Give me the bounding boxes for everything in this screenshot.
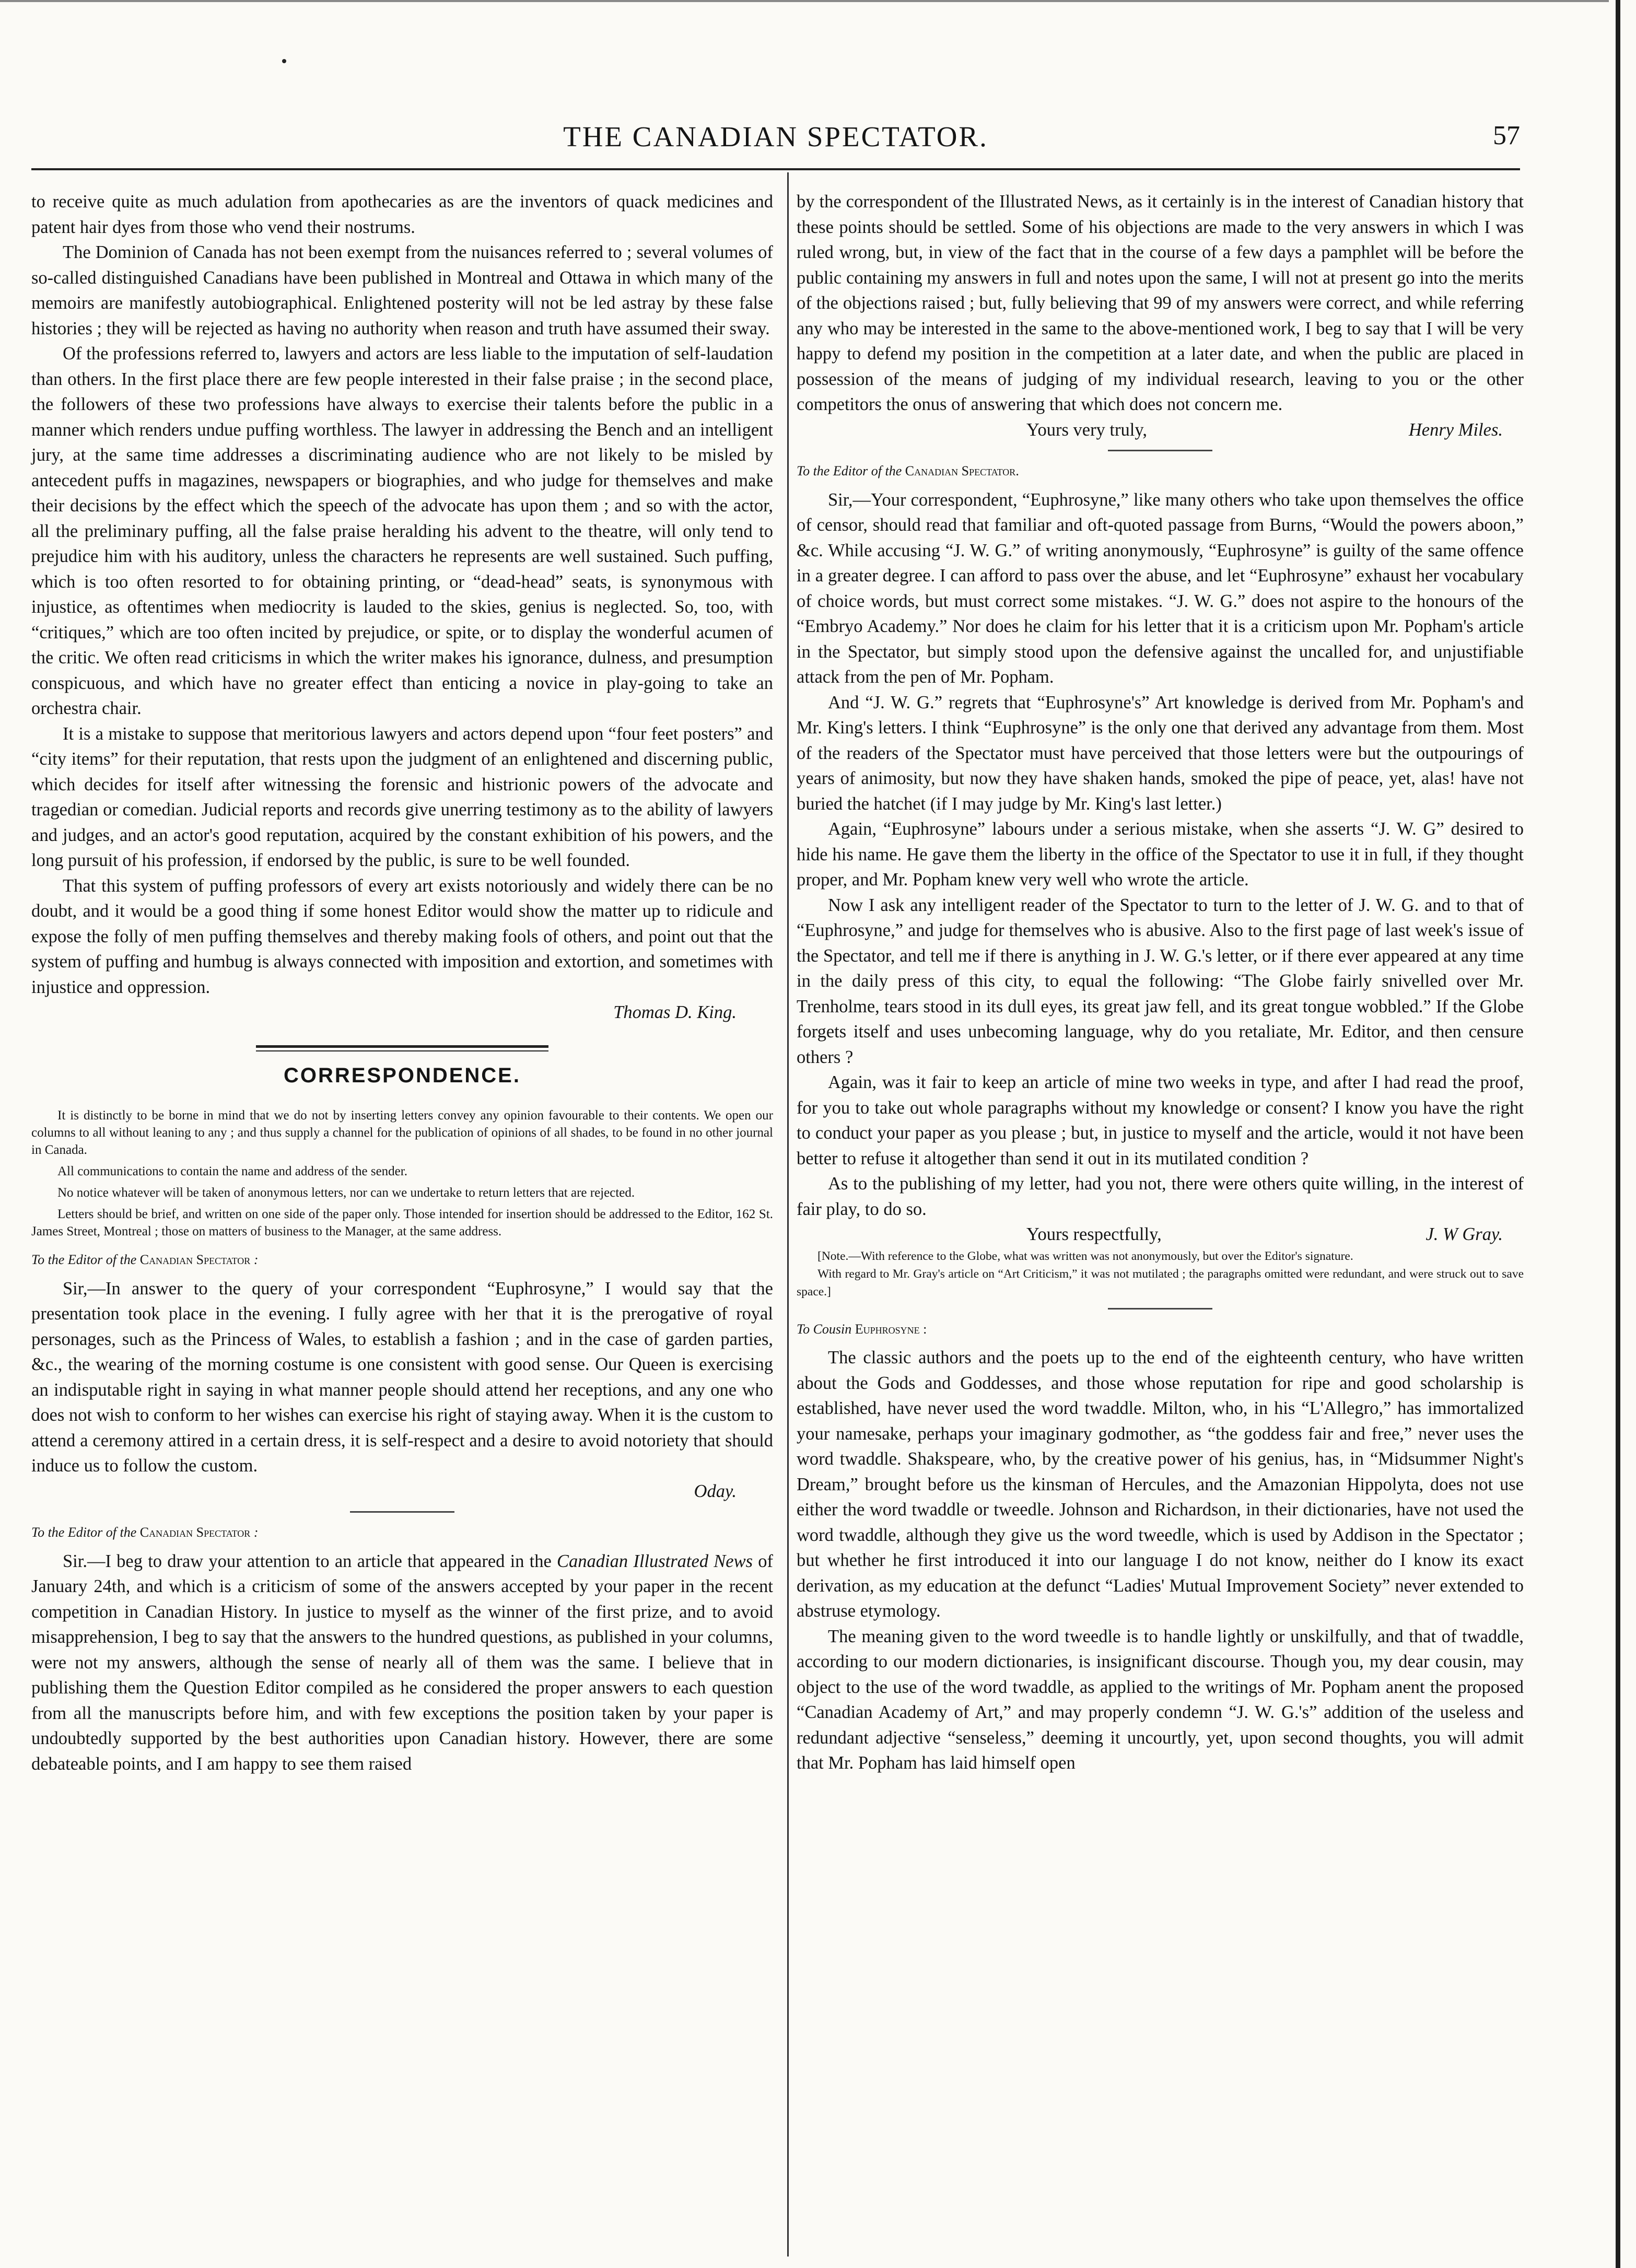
editor-note: [Note.—With reference to the Globe, what was written was not anonymously, but over the Editor's signature. With regard to Mr. Gray's article on “Art Criticism,” it was not mutilated ; the paragraphs omitted were redundant, and were struck out to save space.] [797, 1249, 1524, 1299]
paragraph: by the correspondent of the Illustrated News, as it certainly is in the interest of Canadian history that these points should be settled. Some of his objections are made to the very answers in which I was ruled wrong, but, in view of the fact that in the course of a few days a pamphlet will be before the public containing my answers in full and notes upon the same, I will not at present go into the merits of the objections raised ; but, fully believing that 99 of my answers were correct, and while referring any who may be interested in the same to the above-mentioned work, I beg to say that I will be very happy to defend my position in the competition at a later date, and when the public are placed in possession of the means of judging of my individual research, leaving to you or the other competitors the onus of answering that which does not concern me. [797, 192, 1524, 414]
paragraph: Of the professions referred to, lawyers and actors are less liable to the imputation of self-laudation than others. In the first place there are few people interested in their false praise ; in the second place, the followers of these two professions have always to exercise their talents before the public in a manner which renders undue puffing worthless. The lawyer in addressing the Bench and an intelligent jury, at the same time addresses a discriminating audience who are not likely to be misled by antecedent puffs in magazines, newspapers or biographies, and who judge for themselves and make their decisions by the effect which the speech of the advocate has upon them ; and so with the actor, all the preliminary puffing, all the false praise heralding his advent to the theatre, will only tend to prejudice him with his auditory, unless the characters he represents are well sustained. Such puffing, which is too often resorted to for obtaining printing, or “dead-head” seats, is synonymous with injustice, as oftentimes when mediocrity is lauded to the skies, genius is neglected. So, too, with “critiques,” which are too often incited by prejudice, or spite, or to display the wonderful acumen of the critic. We often read criticisms in which the writer makes his ignorance, dulness, and presumption conspicuous, and which have no greater effect than enticing a novice in play-going to take an orchestra chair. [31, 344, 773, 718]
letter-separator [1108, 450, 1212, 451]
paragraph: The Dominion of Canada has not been exempt from the nuisances referred to ; several volumes of so-called distinguished Canadians have been published in Montreal and Ottawa in which many of the memoirs are manifestly autobiographical. Enlightened posterity will not be led astray by these false histories ; they will be rejected as having no authority when reason and truth have assumed their sway. [31, 242, 773, 338]
paragraph: And “J. W. G.” regrets that “Euphrosyne's” Art knowledge is derived from Mr. Popham's and Mr. King's letters. I think “Euphrosyne” is the only one that derived any advantage from them. Most of the readers of the Spectator must have perceived that those letters were but the outpourings of years of animosity, but now they have shaken hands, smoked the pipe of peace, yet, alas! have not buried the hatchet (if I may judge by Mr. King's last letter.) [797, 692, 1524, 814]
signature: Oday. [694, 1481, 737, 1501]
notice: No notice whatever will be taken of anonymous letters, nor can we undertake to return letters that are rejected. [57, 1186, 635, 1200]
paragraph: Again, “Euphrosyne” labours under a serious mistake, when she asserts “J. W. G” desired to hide his name. He gave them the liberty in the office of the Spectator to use it in full, if they thought proper, and Mr. Popham knew very well who wrote the article. [797, 819, 1524, 890]
notice: It is distinctly to be borne in mind that we do not by inserting letters convey any opinion favourable to their contents. We open our columns to all without leaning to any ; and thus supply a channel for the publication of opinions of all shades, to be found in no other journal in Canada. [31, 1108, 773, 1157]
paragraph: to receive quite as much adulation from apothecaries as are the inventors of quack medicines and patent hair dyes from those who vend their nostrums. [31, 192, 773, 237]
paragraph: That this system of puffing professors of every art exists notoriously and widely there can be no doubt, and it would be a good thing if some honest Editor would show the matter up to ridicule and expose the folly of men puffing themselves and thereby making fools of others, and point out that the system of puffing and humbug is always connected with imposition and extortion, and sometimes with injustice and oppression. [31, 875, 773, 997]
page-number: 57 [1493, 121, 1520, 150]
letter-addressee: To the Editor of the Canadian Spectator : [31, 1525, 259, 1540]
notice: All communications to contain the name and address of the sender. [57, 1164, 407, 1178]
paragraph: The classic authors and the poets up to the end of the eighteenth century, who have written about the Gods and Goddesses, and those whose reputation for ripe and good scholarship is established, have never used the word twaddle. Milton, who, in his “L'Allegro,” has immortalized your namesake, perhaps your imaginary godmother, as “the goddess fair and free,” never uses the word twaddle. Shakspeare, who, by the creative power of his genius, has, in “Midsummer Night's Dream,” brought before us the kinsman of Hercules, and the Amazonian Hippolyta, does not use either the word twaddle or tweedle. Johnson and Richardson, in their dictionaries, have not used the word twaddle, although they give us the word tweedle, which is used by Addison in the Spectator ; but whether he first introduced it into our language I do not know, neither do I know its exact derivation, as my education at the defunct “Ladies' Mutual Improvement Society” never extended to abstruse etymology. [797, 1348, 1524, 1621]
top-border-rule [0, 0, 1609, 2]
letter-separator [350, 1511, 454, 1513]
left-column [31, 189, 773, 1776]
letter-separator [1108, 1308, 1212, 1310]
page-header [31, 120, 1520, 167]
paragraph: The meaning given to the word tweedle is to handle lightly or unskilfully, and that of twaddle, according to our modern dictionaries, is insignificant discourse. Though you, my dear cousin, may object to the use of the word twaddle, as applied to the writings of Mr. Popham anent the proposed “Canadian Academy of Art,” and may properly condemn “J. W. G.'s” addition of the useless and redundant adjective “senseless,” deeming it uncourtly, yet, upon second thoughts, you will admit that Mr. Popham has laid himself open [797, 1626, 1524, 1773]
letter-closing: Yours very truly, Henry Miles. [1026, 419, 1503, 440]
ink-dot [282, 59, 286, 63]
section-title: CORRESPONDENCE. [284, 1063, 521, 1087]
letter-addressee: To the Editor of the Canadian Spectator. [797, 463, 1019, 478]
header-rule [31, 168, 1520, 170]
letter-body: Sir.—I beg to draw your attention to an article that appeared in the Canadian Illustrated News of January 24th, and which is a criticism of some of the answers accepted by your paper in the recent competition in Canadian History. In justice to myself as the winner of the first prize, and to avoid misapprehension, I beg to say that the answers to the hundred questions, as published in your columns, were not my answers, although the sense of nearly all of them was the same. I believe that in publishing them the Question Editor compiled as he considered the proper answers to each question from all the manuscripts before him, and with few exceptions the position taken by your paper is undoubtedly supported by the best authorities upon Canadian history. However, there are some debateable points, and I am happy to see them raised [31, 1551, 774, 1774]
section-rule [256, 1045, 548, 1051]
notice: Letters should be brief, and written on one side of the paper only. Those intended for insertion should be addressed to the Editor, 162 St. James Street, Montreal ; those on matters of business to the Manager, at the same address. [31, 1207, 773, 1238]
page-edge-rule [1616, 0, 1620, 2268]
paragraph: It is a mistake to suppose that meritorious lawyers and actors depend upon “four feet posters” and “city items” for their reputation, that rests upon the judgment of an enlightened and discerning public, which decides for itself after witnessing the forensic and histrionic powers of the advocate and tragedian or comedian. Judicial reports and records give unerring testimony as to the ability of lawyers and judges, and an actor's good reputation, acquired by the constant exhibition of his powers, and the long pursuit of his profession, if endorsed by the public, is sure to be well founded. [31, 723, 773, 870]
correspondence-notices [31, 1107, 773, 1240]
paragraph: As to the publishing of my letter, had you not, there were others quite willing, in the interest of fair play, to do so. [797, 1174, 1524, 1219]
letter-body: Sir,—In answer to the query of your correspondent “Euphrosyne,” I would say that the presentation took place in the evening. I fully agree with her that it is the prerogative of royal personages, such as the Princess of Wales, to establish a fashion ; and in the case of garden parties, &c., the wearing of the morning costume is one consistent with good sense. Our Queen is exercising an indisputable right in saying in what manner people should attend her receptions, and any one who does not wish to conform to her wishes can exercise his right of staying away. When it is the custom to attend a ceremony attired in a certain dress, it is self-respect and a desire to avoid notoriety that should induce us to follow the custom. [31, 1278, 773, 1476]
paragraph: Now I ask any intelligent reader of the Spectator to turn to the letter of J. W. G. and to that of “Euphrosyne,” and judge for themselves who is abusive. Also to the first page of last week's issue of the Spectator, and tell me if there is anything in J. W. G.'s letter, or if there ever appeared at any time in the daily press of this city, to equal the following: “The Globe fairly snivelled over Mr. Trenholme, tears stood in its dull eyes, its great jaw fell, and its great tongue wobbled.” If the Globe forgets itself and uses unbecoming language, why do you retaliate, Mr. Editor, and then censure others ? [797, 895, 1524, 1067]
letter-addressee: To the Editor of the Canadian Spectator : [31, 1252, 259, 1267]
column-divider [787, 172, 789, 2257]
paragraph: Sir,—Your correspondent, “Euphrosyne,” like many others who take upon themselves the office of censor, should read that familiar and oft-quoted passage from Burns, “Would the powers aboon,” &c. While accusing “J. W. G.” of writing anonymously, “Euphrosyne” is guilty of the same offence in a greater degree. I can afford to pass over the abuse, and let “Euphrosyne” exhaust her vocabulary of choice words, but must correct some mistakes. “J. W. G.” does not aspire to the honours of the “Embryo Academy.” Nor does he claim for his letter that it is a criticism upon Mr. Popham's article in the Spectator, but simply stood upon the defensive against the uncalled for, and unjustifiable attack from the pen of Mr. Popham. [797, 489, 1524, 687]
letter-closing: Yours respectfully, J. W Gray. [1026, 1224, 1503, 1244]
paragraph: Again, was it fair to keep an article of mine two weeks in type, and after I had read the proof, for you to take out whole paragraphs without my knowledge or consent? I know you have the right to conduct your paper as you please ; but, in justice to myself and the article, would it not have been better to refuse it altogether than send it out in its mutilated condition ? [797, 1072, 1524, 1168]
right-column [797, 189, 1524, 1776]
signature: Thomas D. King. [613, 1002, 737, 1022]
letter-addressee: To Cousin Euphrosyne : [797, 1321, 927, 1337]
page-title: THE CANADIAN SPECTATOR. [563, 121, 988, 153]
